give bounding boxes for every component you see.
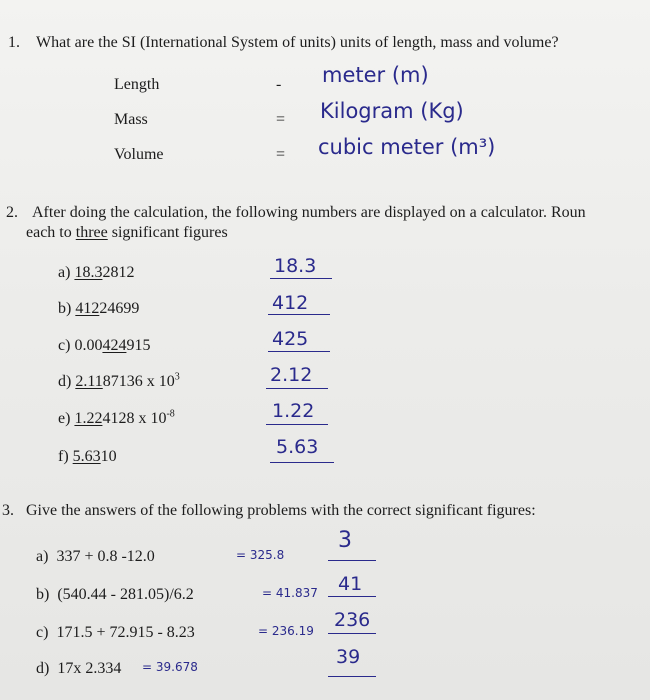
q2-answer-a: 18.3 bbox=[274, 255, 317, 277]
q1-mass-answer: Kilogram (Kg) bbox=[320, 99, 464, 123]
q3-answer-d-line bbox=[328, 676, 376, 677]
q2-answer-f: 5.63 bbox=[276, 436, 319, 458]
q1-mass-eq: = bbox=[276, 111, 286, 128]
q1-length-eq: - bbox=[276, 76, 282, 93]
q3-answer-d: 39 bbox=[336, 646, 361, 668]
q2-answer-d: 2.12 bbox=[270, 364, 313, 386]
q1-volume-answer: cubic meter (m³) bbox=[318, 135, 496, 159]
q3-item-a: a) 337 + 0.8 -12.0 bbox=[36, 548, 155, 565]
q1-volume-label: Volume bbox=[114, 146, 164, 163]
q3-item-c: c) 171.5 + 72.915 - 8.23 bbox=[36, 624, 195, 641]
q3-question: Give the answers of the following problems with the correct significant figures: bbox=[26, 502, 536, 519]
q1-number: 1. bbox=[8, 34, 20, 51]
q2-number: 2. bbox=[6, 204, 18, 221]
q2-item-e: e) 1.224128 x $10^{-8}$ bbox=[58, 408, 175, 427]
q3-work-c: = 236.19 bbox=[258, 624, 314, 638]
q2-answer-c: 425 bbox=[272, 328, 309, 350]
q3-number: 3. bbox=[2, 502, 14, 519]
q1-question: What are the SI (International System of units) units of length, mass and volume? bbox=[36, 34, 559, 51]
q2-answer-c-line bbox=[268, 351, 330, 352]
q1-volume-eq: = bbox=[276, 146, 286, 163]
q2-question-line2: each to three significant figures bbox=[26, 224, 228, 241]
q2-answer-b-line bbox=[268, 314, 330, 315]
q3-answer-a-line bbox=[328, 560, 376, 561]
q3-answer-b-line bbox=[328, 596, 376, 597]
q1-length-answer: meter (m) bbox=[322, 63, 429, 87]
q1-length-label: Length bbox=[114, 76, 160, 93]
q3-answer-a: 3 bbox=[338, 528, 352, 553]
q3-answer-b: 41 bbox=[338, 573, 363, 595]
q2-answer-e-line bbox=[266, 424, 328, 425]
q2-answer-a-line bbox=[270, 278, 332, 279]
bleed-through-text bbox=[60, 2, 64, 18]
q2-item-c: c) 0.00424915 bbox=[58, 337, 151, 354]
q3-work-d: = 39.678 bbox=[142, 660, 198, 674]
q1-mass-label: Mass bbox=[114, 111, 148, 128]
q2-answer-b: 412 bbox=[272, 292, 309, 314]
q2-item-b: b) 41224699 bbox=[58, 300, 140, 317]
q3-work-b: = 41.837 bbox=[262, 586, 318, 600]
q2-answer-d-line bbox=[266, 388, 328, 389]
q3-item-d: d) 17x 2.334 bbox=[36, 660, 122, 677]
q2-answer-f-line bbox=[270, 462, 334, 463]
q2-item-a: a) 18.32812 bbox=[58, 264, 135, 281]
q3-answer-c-line bbox=[328, 633, 376, 634]
q2-item-d: d) 2.1187136 x $10^3$ bbox=[58, 371, 180, 390]
q2-answer-e: 1.22 bbox=[272, 400, 315, 422]
q3-answer-c: 236 bbox=[334, 609, 371, 631]
q2-item-f: f) 5.6310 bbox=[58, 448, 117, 465]
q3-work-a: = 325.8 bbox=[236, 548, 285, 562]
q3-item-b: b) (540.44 - 281.05)/6.2 bbox=[36, 586, 194, 603]
q2-question-line1: After doing the calculation, the following numbers are displayed on a calculator. Roun bbox=[32, 204, 586, 221]
